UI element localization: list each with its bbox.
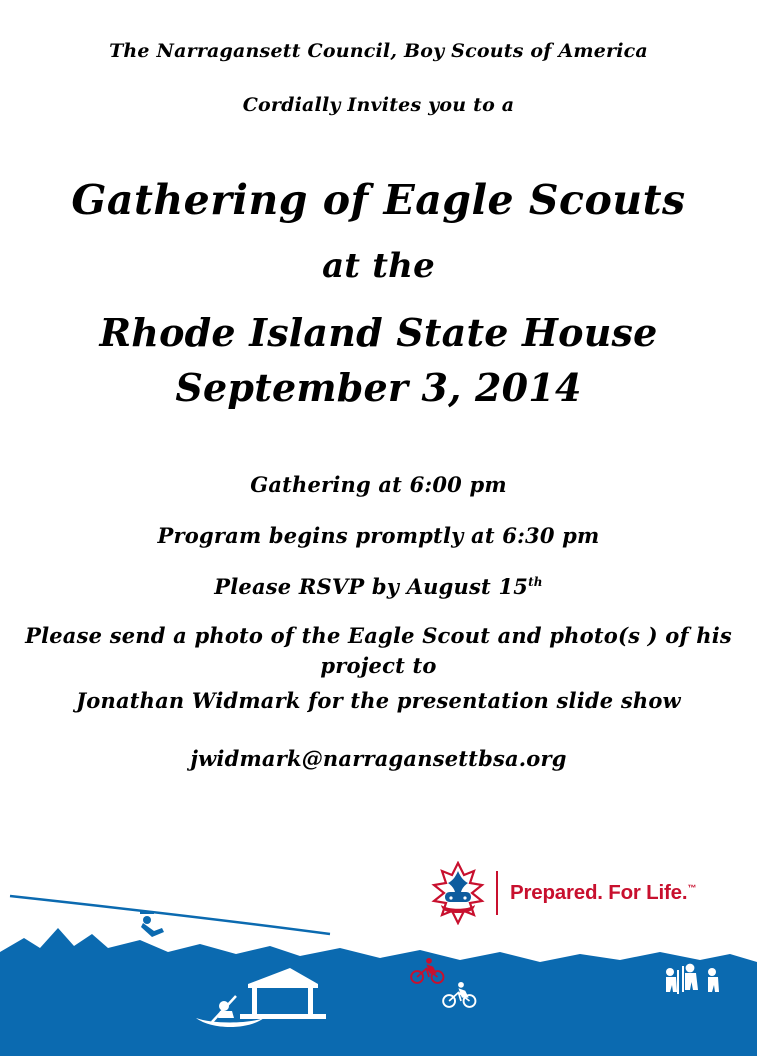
- header-council-line: The Narragansett Council, Boy Scouts of America: [109, 40, 648, 62]
- title-venue: Rhode Island State House: [99, 310, 658, 355]
- header-invite-line: Cordially Invites you to a: [242, 94, 515, 116]
- request-line-1: Please send a photo of the Eagle Scout and photo(s ) of his project to: [25, 623, 732, 679]
- rsvp-text: Please RSVP by August 15: [214, 574, 529, 599]
- trademark-symbol: ™: [687, 883, 697, 894]
- brand-tagline-text: Prepared. For Life.: [510, 881, 688, 904]
- footer-illustration: [0, 856, 757, 1056]
- title-date: September 3, 2014: [175, 365, 582, 410]
- detail-gathering-time: Gathering at 6:00 pm: [250, 472, 507, 497]
- invitation-text-block: [0, 40, 757, 771]
- page-title: Gathering of Eagle Scouts: [71, 176, 686, 224]
- rsvp-ordinal-suffix: th: [528, 575, 543, 589]
- detail-rsvp: [0, 574, 757, 599]
- detail-program-time: Program begins promptly at 6:30 pm: [157, 523, 600, 548]
- request-line-2: Jonathan Widmark for the presentation slide show: [76, 687, 681, 713]
- title-connector: at the: [322, 246, 435, 286]
- contact-email: jwidmark@narragansettbsa.org: [190, 746, 567, 772]
